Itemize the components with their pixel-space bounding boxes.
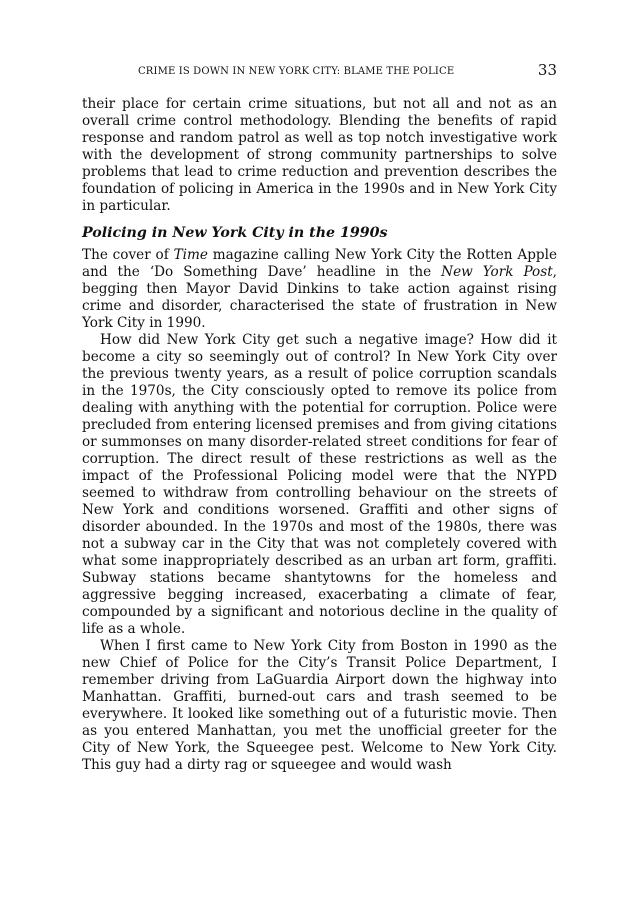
page-number: 33 [537, 61, 557, 79]
paragraph-negative-image: How did New York City get such a negative image? How did it become a city so seemingly out of control? In New York City over the previous twenty years, as a result of police corruption scandals in the 1970s, the City consciously opted to remove its police from dealing with anything with the potential for corruption. Police were precluded from entering licensed premises and from giving citations or summonses on many disorder-related street conditions for fear of corruption. The direct result of these restrictions as well as the impact of the Professional Policing model were that the NYPD seemed to withdraw from controlling behaviour on the streets of New York and conditions worsened. Graffiti and other signs of disorder abounded. In the 1970s and most of the 1980s, there was not a subway car in the City that was not completely covered with what some inappropriately described as an urban art form, graffiti. Subway stations became shantytowns for the homeless and aggressive begging increased, exacerbating a climate of fear, compounded by a significant and notorious decline in the quality of life as a whole. [82, 332, 557, 637]
paragraph-text: magazine calling New York City the Rotten Apple and the ‘Do Something Dave’ headline in the [82, 247, 557, 280]
paragraph-arrival-1990: When I first came to New York City from Boston in 1990 as the new Chief of Police for the City’s Transit Police Department, I remember driving from LaGuardia Airport down the highway into Manhattan. Graffiti, burned-out cars and trash seemed to be everywhere. It looked like something out of a futuristic movie. Then as you entered Manhattan, you met the unofficial greeter for the City of New York, the Squeegee pest. Welcome to New York City. This guy had a dirty rag or squeegee and would wash [82, 638, 557, 773]
book-page [82, 60, 557, 774]
paragraph-text: , begging then Mayor David Dinkins to take action against rising crime and disorder, characterised the state of frustration in New York City in 1990. [82, 264, 557, 331]
section-heading: Policing in New York City in the 1990s [82, 225, 388, 241]
opening-paragraph: their place for certain crime situations, but not all and not as an overall crime control methodology. Blending the benefits of rapid response and random patrol as well as top notch investigative work with the development of strong community partnerships to solve problems that lead to crime reduction and prevention describes the foundation of policing in America in the 1990s and in New York City in particular. [82, 96, 557, 214]
running-header [82, 60, 557, 82]
magazine-title-time: Time [173, 247, 208, 263]
newspaper-title-ny-post: New York Post [441, 264, 553, 280]
running-title: CRIME IS DOWN IN NEW YORK CITY: BLAME THE POLICE [138, 66, 455, 77]
body-text [82, 96, 557, 774]
paragraph-text: The cover of [82, 247, 174, 263]
paragraph-time-cover [82, 247, 557, 332]
